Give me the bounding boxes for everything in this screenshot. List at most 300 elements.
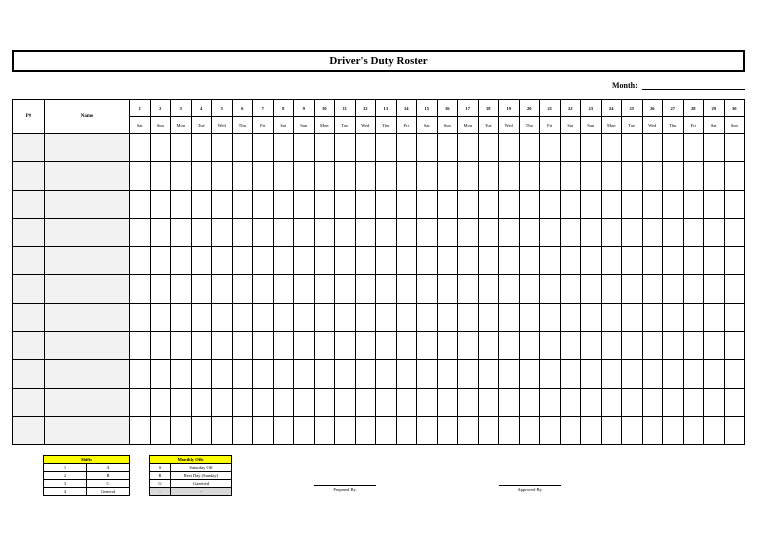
duty-cell[interactable] (376, 190, 397, 218)
duty-cell[interactable] (232, 218, 253, 246)
duty-cell[interactable] (478, 416, 499, 444)
driver-number-cell[interactable] (13, 275, 45, 303)
duty-cell[interactable] (150, 416, 171, 444)
duty-cell[interactable] (150, 275, 171, 303)
duty-cell[interactable] (704, 190, 725, 218)
duty-cell[interactable] (663, 332, 684, 360)
duty-cell[interactable] (663, 247, 684, 275)
duty-cell[interactable] (499, 247, 520, 275)
duty-cell[interactable] (581, 218, 602, 246)
duty-cell[interactable] (130, 388, 151, 416)
duty-cell[interactable] (130, 134, 151, 162)
duty-cell[interactable] (540, 190, 561, 218)
duty-cell[interactable] (683, 416, 704, 444)
duty-cell[interactable] (273, 360, 294, 388)
duty-cell[interactable] (622, 275, 643, 303)
duty-cell[interactable] (376, 134, 397, 162)
duty-cell[interactable] (437, 218, 458, 246)
duty-cell[interactable] (294, 190, 315, 218)
duty-cell[interactable] (294, 134, 315, 162)
duty-cell[interactable] (704, 388, 725, 416)
duty-cell[interactable] (622, 416, 643, 444)
duty-cell[interactable] (355, 416, 376, 444)
duty-cell[interactable] (335, 416, 356, 444)
duty-cell[interactable] (417, 134, 438, 162)
duty-cell[interactable] (478, 190, 499, 218)
duty-cell[interactable] (294, 303, 315, 331)
duty-cell[interactable] (355, 190, 376, 218)
duty-cell[interactable] (396, 134, 417, 162)
duty-cell[interactable] (212, 247, 233, 275)
duty-cell[interactable] (171, 388, 192, 416)
duty-cell[interactable] (683, 162, 704, 190)
duty-cell[interactable] (601, 416, 622, 444)
duty-cell[interactable] (458, 275, 479, 303)
duty-cell[interactable] (171, 190, 192, 218)
duty-cell[interactable] (581, 190, 602, 218)
duty-cell[interactable] (314, 218, 335, 246)
duty-cell[interactable] (724, 388, 745, 416)
duty-cell[interactable] (642, 162, 663, 190)
duty-cell[interactable] (396, 416, 417, 444)
duty-cell[interactable] (417, 416, 438, 444)
duty-cell[interactable] (601, 247, 622, 275)
duty-cell[interactable] (560, 190, 581, 218)
duty-cell[interactable] (417, 190, 438, 218)
duty-cell[interactable] (622, 190, 643, 218)
duty-cell[interactable] (314, 303, 335, 331)
duty-cell[interactable] (335, 190, 356, 218)
duty-cell[interactable] (396, 332, 417, 360)
duty-cell[interactable] (478, 332, 499, 360)
driver-number-cell[interactable] (13, 190, 45, 218)
duty-cell[interactable] (232, 162, 253, 190)
duty-cell[interactable] (253, 360, 274, 388)
duty-cell[interactable] (273, 416, 294, 444)
duty-cell[interactable] (581, 162, 602, 190)
duty-cell[interactable] (355, 134, 376, 162)
duty-cell[interactable] (130, 162, 151, 190)
duty-cell[interactable] (601, 303, 622, 331)
duty-cell[interactable] (683, 247, 704, 275)
driver-number-cell[interactable] (13, 218, 45, 246)
duty-cell[interactable] (581, 134, 602, 162)
duty-cell[interactable] (601, 134, 622, 162)
duty-cell[interactable] (437, 332, 458, 360)
driver-number-cell[interactable] (13, 332, 45, 360)
duty-cell[interactable] (642, 332, 663, 360)
duty-cell[interactable] (396, 218, 417, 246)
duty-cell[interactable] (519, 416, 540, 444)
duty-cell[interactable] (191, 134, 212, 162)
driver-name-cell[interactable] (45, 218, 130, 246)
duty-cell[interactable] (294, 360, 315, 388)
duty-cell[interactable] (314, 190, 335, 218)
duty-cell[interactable] (314, 162, 335, 190)
duty-cell[interactable] (663, 416, 684, 444)
duty-cell[interactable] (253, 388, 274, 416)
duty-cell[interactable] (581, 247, 602, 275)
duty-cell[interactable] (355, 332, 376, 360)
duty-cell[interactable] (396, 388, 417, 416)
duty-cell[interactable] (499, 190, 520, 218)
duty-cell[interactable] (212, 134, 233, 162)
duty-cell[interactable] (458, 332, 479, 360)
duty-cell[interactable] (519, 303, 540, 331)
duty-cell[interactable] (396, 303, 417, 331)
duty-cell[interactable] (232, 190, 253, 218)
duty-cell[interactable] (253, 416, 274, 444)
duty-cell[interactable] (642, 275, 663, 303)
duty-cell[interactable] (601, 190, 622, 218)
duty-cell[interactable] (540, 388, 561, 416)
duty-cell[interactable] (724, 218, 745, 246)
duty-cell[interactable] (294, 162, 315, 190)
duty-cell[interactable] (458, 303, 479, 331)
duty-cell[interactable] (191, 388, 212, 416)
duty-cell[interactable] (724, 275, 745, 303)
duty-cell[interactable] (212, 275, 233, 303)
duty-cell[interactable] (622, 303, 643, 331)
duty-cell[interactable] (130, 218, 151, 246)
duty-cell[interactable] (560, 388, 581, 416)
duty-cell[interactable] (458, 360, 479, 388)
duty-cell[interactable] (519, 360, 540, 388)
duty-cell[interactable] (273, 388, 294, 416)
duty-cell[interactable] (478, 218, 499, 246)
duty-cell[interactable] (663, 388, 684, 416)
duty-cell[interactable] (724, 134, 745, 162)
duty-cell[interactable] (478, 360, 499, 388)
duty-cell[interactable] (212, 332, 233, 360)
duty-cell[interactable] (232, 360, 253, 388)
duty-cell[interactable] (335, 388, 356, 416)
duty-cell[interactable] (458, 388, 479, 416)
duty-cell[interactable] (437, 190, 458, 218)
duty-cell[interactable] (212, 303, 233, 331)
duty-cell[interactable] (642, 134, 663, 162)
duty-cell[interactable] (335, 360, 356, 388)
duty-cell[interactable] (683, 190, 704, 218)
driver-name-cell[interactable] (45, 190, 130, 218)
duty-cell[interactable] (540, 134, 561, 162)
duty-cell[interactable] (376, 275, 397, 303)
duty-cell[interactable] (253, 162, 274, 190)
duty-cell[interactable] (191, 332, 212, 360)
duty-cell[interactable] (601, 332, 622, 360)
duty-cell[interactable] (622, 388, 643, 416)
duty-cell[interactable] (273, 332, 294, 360)
duty-cell[interactable] (519, 388, 540, 416)
driver-name-cell[interactable] (45, 360, 130, 388)
duty-cell[interactable] (232, 332, 253, 360)
duty-cell[interactable] (540, 332, 561, 360)
duty-cell[interactable] (724, 416, 745, 444)
duty-cell[interactable] (581, 303, 602, 331)
duty-cell[interactable] (171, 218, 192, 246)
duty-cell[interactable] (478, 303, 499, 331)
duty-cell[interactable] (437, 162, 458, 190)
duty-cell[interactable] (191, 275, 212, 303)
duty-cell[interactable] (294, 275, 315, 303)
duty-cell[interactable] (663, 360, 684, 388)
duty-cell[interactable] (150, 247, 171, 275)
duty-cell[interactable] (273, 303, 294, 331)
duty-cell[interactable] (458, 134, 479, 162)
duty-cell[interactable] (150, 190, 171, 218)
duty-cell[interactable] (642, 416, 663, 444)
driver-number-cell[interactable] (13, 360, 45, 388)
duty-cell[interactable] (622, 247, 643, 275)
duty-cell[interactable] (253, 303, 274, 331)
driver-number-cell[interactable] (13, 162, 45, 190)
duty-cell[interactable] (704, 360, 725, 388)
duty-cell[interactable] (560, 360, 581, 388)
duty-cell[interactable] (437, 388, 458, 416)
duty-cell[interactable] (642, 247, 663, 275)
duty-cell[interactable] (335, 275, 356, 303)
duty-cell[interactable] (130, 190, 151, 218)
duty-cell[interactable] (724, 332, 745, 360)
duty-cell[interactable] (642, 218, 663, 246)
duty-cell[interactable] (499, 275, 520, 303)
duty-cell[interactable] (273, 134, 294, 162)
duty-cell[interactable] (560, 162, 581, 190)
duty-cell[interactable] (417, 360, 438, 388)
duty-cell[interactable] (663, 218, 684, 246)
duty-cell[interactable] (232, 388, 253, 416)
driver-number-cell[interactable] (13, 303, 45, 331)
duty-cell[interactable] (314, 332, 335, 360)
duty-cell[interactable] (704, 332, 725, 360)
duty-cell[interactable] (273, 218, 294, 246)
driver-number-cell[interactable] (13, 134, 45, 162)
duty-cell[interactable] (663, 190, 684, 218)
duty-cell[interactable] (724, 303, 745, 331)
duty-cell[interactable] (253, 190, 274, 218)
duty-cell[interactable] (376, 360, 397, 388)
duty-cell[interactable] (499, 134, 520, 162)
duty-cell[interactable] (191, 218, 212, 246)
duty-cell[interactable] (232, 134, 253, 162)
driver-name-cell[interactable] (45, 162, 130, 190)
duty-cell[interactable] (253, 218, 274, 246)
duty-cell[interactable] (437, 275, 458, 303)
duty-cell[interactable] (150, 162, 171, 190)
duty-cell[interactable] (478, 388, 499, 416)
duty-cell[interactable] (335, 162, 356, 190)
duty-cell[interactable] (417, 218, 438, 246)
duty-cell[interactable] (273, 247, 294, 275)
duty-cell[interactable] (519, 134, 540, 162)
duty-cell[interactable] (540, 275, 561, 303)
duty-cell[interactable] (458, 247, 479, 275)
duty-cell[interactable] (581, 360, 602, 388)
duty-cell[interactable] (437, 134, 458, 162)
duty-cell[interactable] (622, 332, 643, 360)
duty-cell[interactable] (478, 275, 499, 303)
duty-cell[interactable] (519, 190, 540, 218)
duty-cell[interactable] (253, 247, 274, 275)
duty-cell[interactable] (212, 162, 233, 190)
duty-cell[interactable] (540, 218, 561, 246)
duty-cell[interactable] (376, 332, 397, 360)
duty-cell[interactable] (355, 218, 376, 246)
duty-cell[interactable] (724, 360, 745, 388)
duty-cell[interactable] (622, 134, 643, 162)
duty-cell[interactable] (683, 303, 704, 331)
duty-cell[interactable] (191, 247, 212, 275)
duty-cell[interactable] (540, 416, 561, 444)
duty-cell[interactable] (294, 332, 315, 360)
duty-cell[interactable] (499, 218, 520, 246)
duty-cell[interactable] (601, 388, 622, 416)
duty-cell[interactable] (437, 360, 458, 388)
duty-cell[interactable] (130, 247, 151, 275)
duty-cell[interactable] (642, 190, 663, 218)
duty-cell[interactable] (417, 303, 438, 331)
duty-cell[interactable] (355, 360, 376, 388)
driver-number-cell[interactable] (13, 247, 45, 275)
duty-cell[interactable] (663, 134, 684, 162)
duty-cell[interactable] (642, 360, 663, 388)
duty-cell[interactable] (355, 162, 376, 190)
duty-cell[interactable] (232, 247, 253, 275)
duty-cell[interactable] (212, 218, 233, 246)
driver-name-cell[interactable] (45, 416, 130, 444)
duty-cell[interactable] (663, 275, 684, 303)
duty-cell[interactable] (704, 275, 725, 303)
duty-cell[interactable] (191, 416, 212, 444)
duty-cell[interactable] (601, 275, 622, 303)
duty-cell[interactable] (376, 416, 397, 444)
duty-cell[interactable] (560, 275, 581, 303)
duty-cell[interactable] (314, 247, 335, 275)
duty-cell[interactable] (540, 360, 561, 388)
duty-cell[interactable] (704, 416, 725, 444)
duty-cell[interactable] (150, 360, 171, 388)
duty-cell[interactable] (191, 190, 212, 218)
duty-cell[interactable] (253, 332, 274, 360)
duty-cell[interactable] (601, 218, 622, 246)
duty-cell[interactable] (581, 388, 602, 416)
duty-cell[interactable] (724, 162, 745, 190)
duty-cell[interactable] (499, 360, 520, 388)
duty-cell[interactable] (560, 134, 581, 162)
duty-cell[interactable] (171, 162, 192, 190)
duty-cell[interactable] (355, 275, 376, 303)
duty-cell[interactable] (417, 247, 438, 275)
duty-cell[interactable] (704, 134, 725, 162)
duty-cell[interactable] (376, 247, 397, 275)
duty-cell[interactable] (519, 162, 540, 190)
driver-name-cell[interactable] (45, 303, 130, 331)
duty-cell[interactable] (171, 332, 192, 360)
duty-cell[interactable] (560, 416, 581, 444)
duty-cell[interactable] (150, 332, 171, 360)
duty-cell[interactable] (171, 303, 192, 331)
duty-cell[interactable] (622, 162, 643, 190)
duty-cell[interactable] (376, 162, 397, 190)
duty-cell[interactable] (540, 247, 561, 275)
duty-cell[interactable] (704, 303, 725, 331)
duty-cell[interactable] (396, 190, 417, 218)
duty-cell[interactable] (417, 275, 438, 303)
duty-cell[interactable] (458, 218, 479, 246)
duty-cell[interactable] (396, 247, 417, 275)
duty-cell[interactable] (232, 416, 253, 444)
duty-cell[interactable] (130, 360, 151, 388)
duty-cell[interactable] (273, 190, 294, 218)
duty-cell[interactable] (704, 247, 725, 275)
duty-cell[interactable] (335, 332, 356, 360)
duty-cell[interactable] (417, 388, 438, 416)
duty-cell[interactable] (683, 134, 704, 162)
duty-cell[interactable] (376, 303, 397, 331)
duty-cell[interactable] (396, 360, 417, 388)
duty-cell[interactable] (601, 360, 622, 388)
month-input-line[interactable] (642, 80, 745, 90)
duty-cell[interactable] (560, 247, 581, 275)
duty-cell[interactable] (683, 360, 704, 388)
driver-name-cell[interactable] (45, 134, 130, 162)
duty-cell[interactable] (396, 275, 417, 303)
duty-cell[interactable] (437, 303, 458, 331)
duty-cell[interactable] (232, 303, 253, 331)
duty-cell[interactable] (417, 162, 438, 190)
duty-cell[interactable] (314, 275, 335, 303)
duty-cell[interactable] (335, 303, 356, 331)
driver-number-cell[interactable] (13, 416, 45, 444)
duty-cell[interactable] (355, 388, 376, 416)
duty-cell[interactable] (294, 416, 315, 444)
duty-cell[interactable] (540, 162, 561, 190)
duty-cell[interactable] (171, 416, 192, 444)
duty-cell[interactable] (130, 416, 151, 444)
duty-cell[interactable] (519, 247, 540, 275)
driver-name-cell[interactable] (45, 247, 130, 275)
duty-cell[interactable] (683, 275, 704, 303)
duty-cell[interactable] (376, 388, 397, 416)
duty-cell[interactable] (191, 162, 212, 190)
duty-cell[interactable] (150, 134, 171, 162)
duty-cell[interactable] (581, 332, 602, 360)
duty-cell[interactable] (150, 218, 171, 246)
duty-cell[interactable] (355, 247, 376, 275)
duty-cell[interactable] (314, 134, 335, 162)
duty-cell[interactable] (683, 388, 704, 416)
duty-cell[interactable] (294, 388, 315, 416)
driver-name-cell[interactable] (45, 388, 130, 416)
duty-cell[interactable] (581, 416, 602, 444)
duty-cell[interactable] (642, 388, 663, 416)
duty-cell[interactable] (150, 388, 171, 416)
duty-cell[interactable] (519, 275, 540, 303)
duty-cell[interactable] (560, 332, 581, 360)
duty-cell[interactable] (622, 360, 643, 388)
duty-cell[interactable] (171, 275, 192, 303)
duty-cell[interactable] (130, 332, 151, 360)
duty-cell[interactable] (171, 134, 192, 162)
duty-cell[interactable] (150, 303, 171, 331)
duty-cell[interactable] (437, 416, 458, 444)
driver-name-cell[interactable] (45, 275, 130, 303)
duty-cell[interactable] (376, 218, 397, 246)
duty-cell[interactable] (212, 416, 233, 444)
duty-cell[interactable] (273, 162, 294, 190)
duty-cell[interactable] (560, 218, 581, 246)
duty-cell[interactable] (335, 218, 356, 246)
